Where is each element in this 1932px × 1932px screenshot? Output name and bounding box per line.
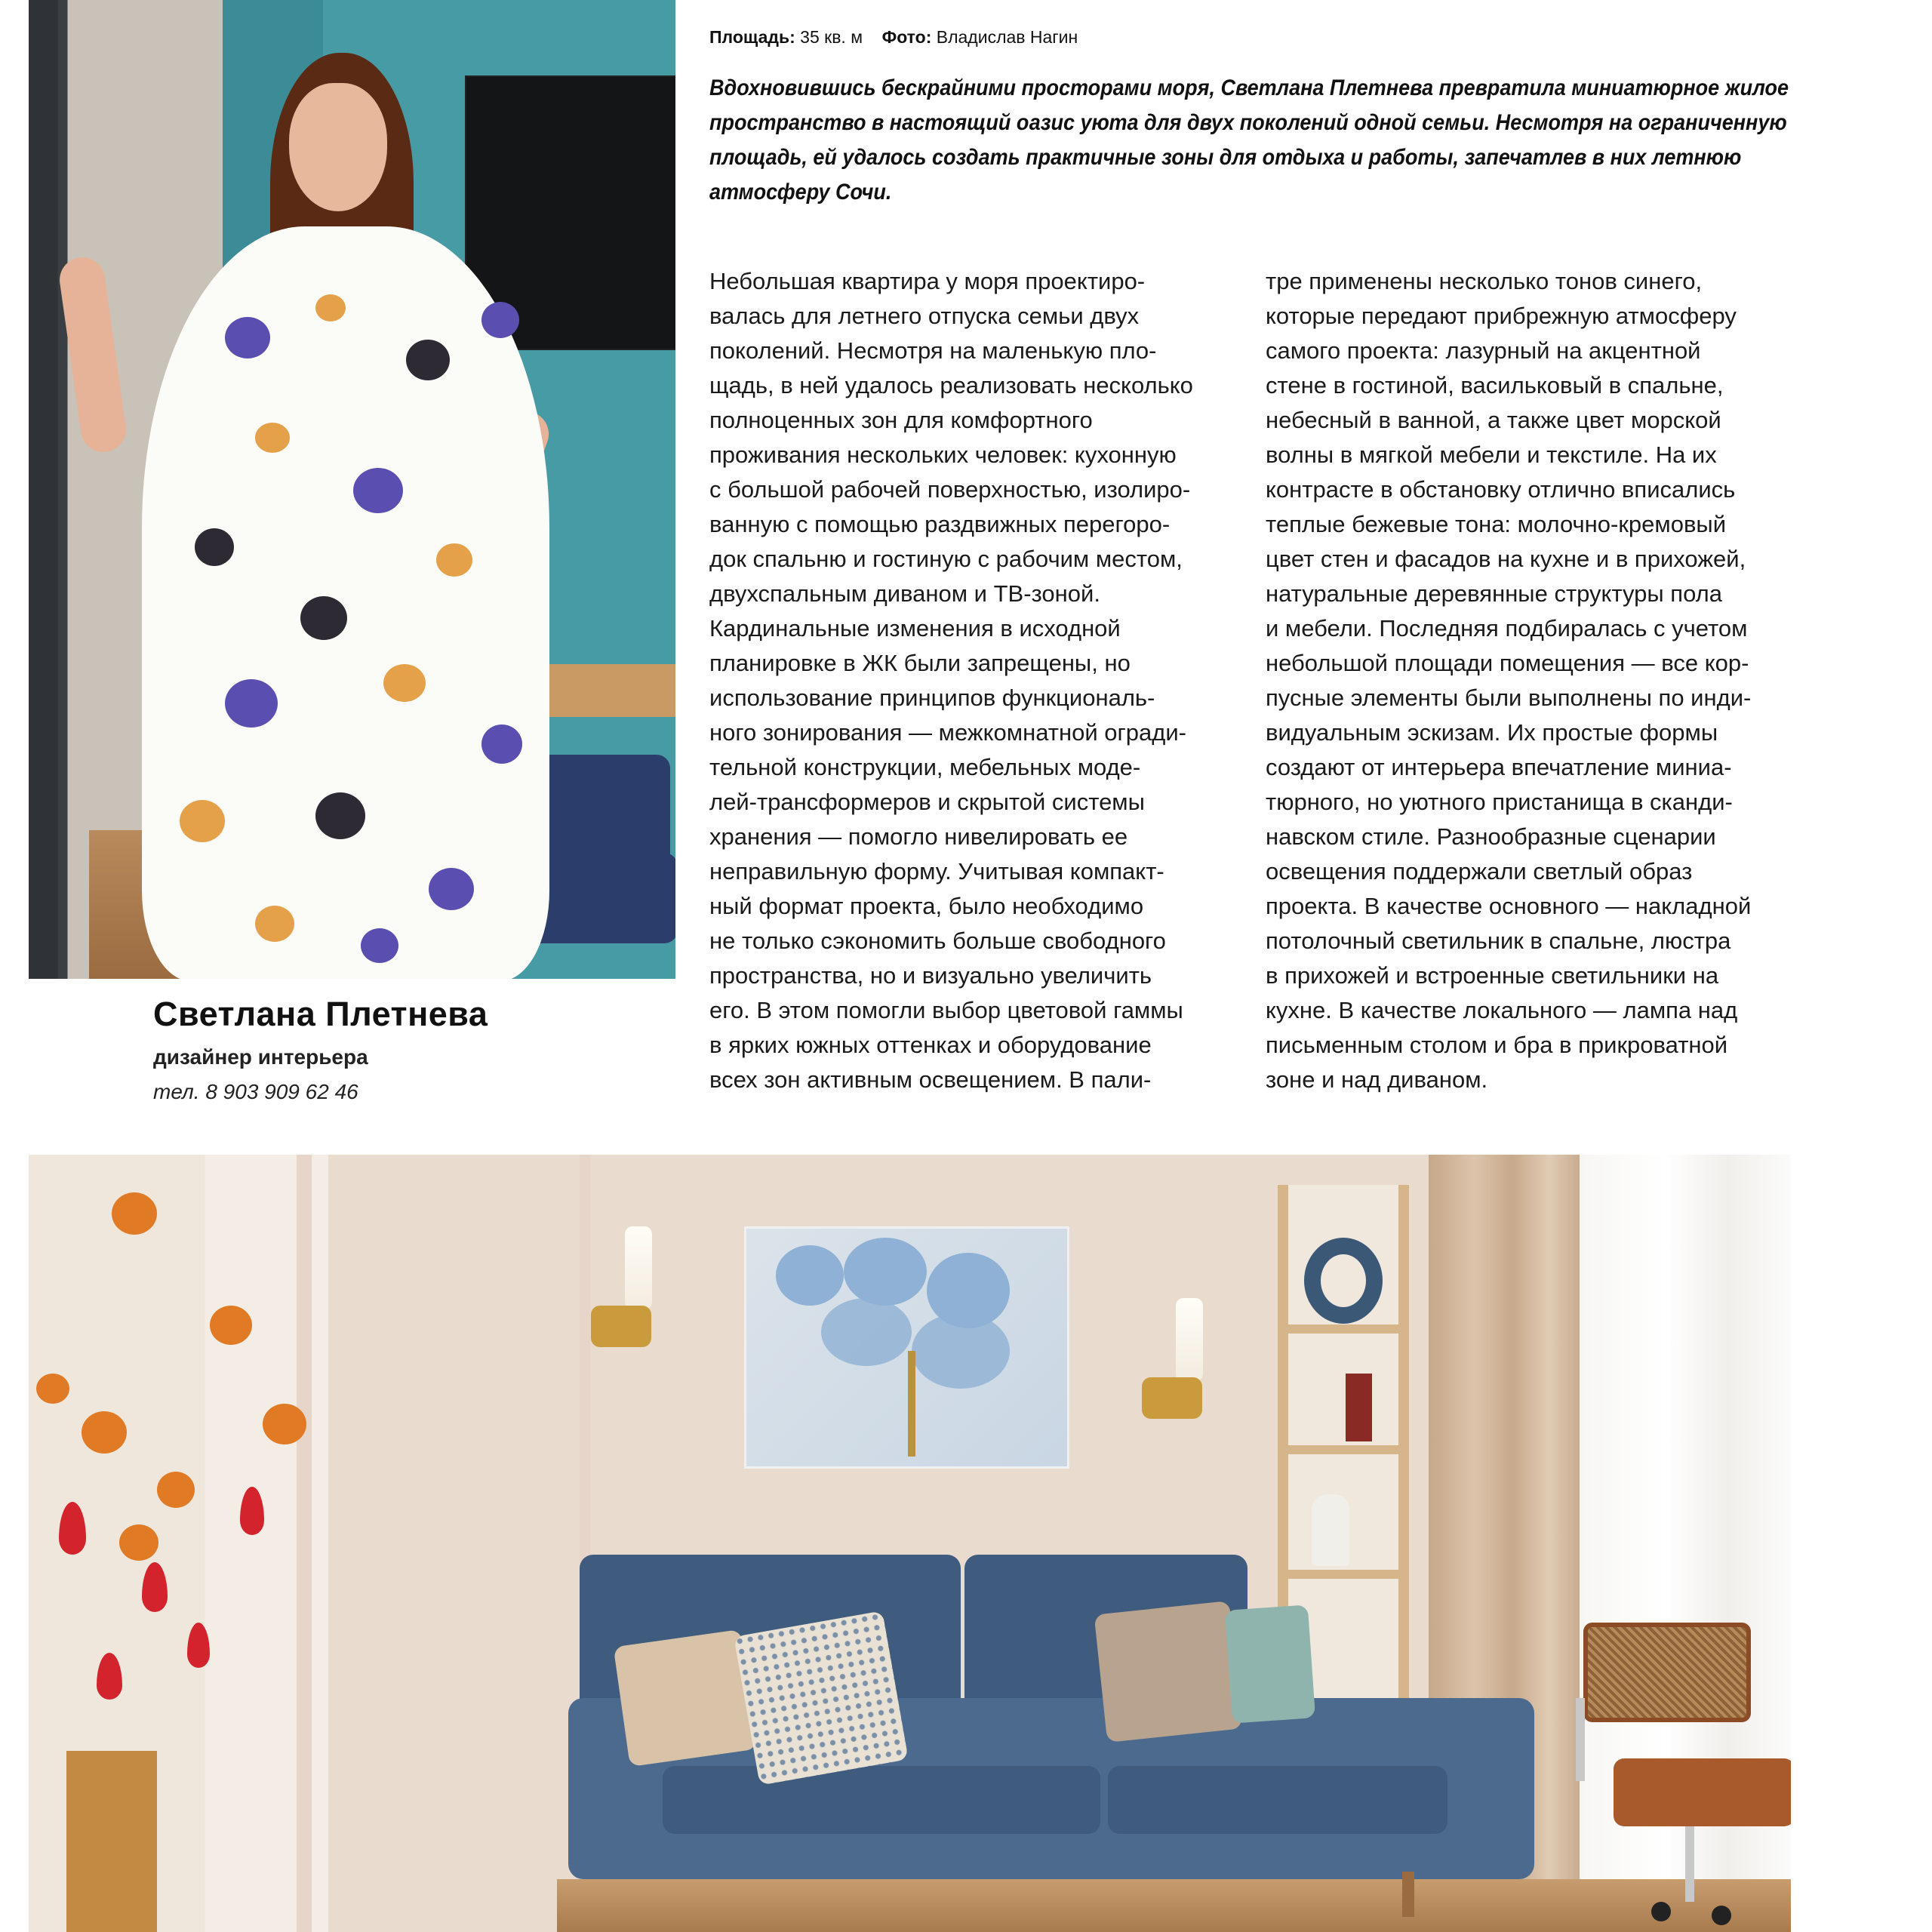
body-line: всех зон активным освещением. В пали-: [709, 1066, 1152, 1093]
body-line: кухне. В качестве локального — лампа над: [1266, 997, 1738, 1023]
body-line: двухспальным диваном и ТВ-зоной.: [709, 580, 1100, 607]
area-value: 35 кв. м: [800, 27, 863, 47]
body-line: полноценных зон для комфортного: [709, 407, 1093, 433]
area-label: Площадь:: [709, 27, 795, 47]
body-line: волны в мягкой мебели и текстиле. На их: [1266, 441, 1717, 468]
body-line: док спальню и гостиную с рабочим местом,: [709, 546, 1183, 572]
lead-line: площадь, ей удалось создать практичные зоны для отдыха и работы, запечатлев в них летнюю: [709, 145, 1742, 170]
body-line: ного зонирования — межкомнатной огради-: [709, 719, 1187, 746]
body-line: навском стиле. Разнообразные сценарии: [1266, 823, 1716, 850]
body-line: ный формат проекта, было необходимо: [709, 893, 1144, 919]
body-line: использование принципов функциональ-: [709, 685, 1155, 711]
photo-label: Фото:: [881, 27, 932, 47]
body-line: хранения — помогло нивелировать ее: [709, 823, 1128, 850]
body-line: контрасте в обстановку отлично вписались: [1266, 476, 1736, 503]
title-fragment: [1079, 0, 1336, 9]
body-line: освещения поддержали светлый образ: [1266, 858, 1693, 884]
body-line: потолочный светильник в спальне, люстра: [1266, 928, 1731, 954]
body-line: Кардинальные изменения в исходной: [709, 615, 1121, 641]
body-line: письменным столом и бра в прикроватной: [1266, 1032, 1728, 1058]
body-line: теплые бежевые тона: молочно-кремовый: [1266, 511, 1727, 537]
lead-line: Вдохновившись бескрайними просторами моря, Светлана Плетнева превратила миниатюрное жилое: [709, 75, 1789, 100]
designer-name: Светлана Плетнева: [153, 995, 488, 1033]
photo-credit: Владислав Нагин: [936, 27, 1078, 47]
body-line: видуальным эскизам. Их простые формы: [1266, 719, 1718, 746]
body-line: в ярких южных оттенках и оборудование: [709, 1032, 1152, 1058]
body-line: валась для летнего отпуска семьи двух: [709, 303, 1140, 329]
designer-role: дизайнер интерьера: [153, 1045, 368, 1069]
body-line: с большой рабочей поверхностью, изолиро-: [709, 476, 1191, 503]
body-line: в прихожей и встроенные светильники на: [1266, 962, 1719, 989]
body-line: небесный в ванной, а также цвет морской: [1266, 407, 1721, 433]
body-line: которые передают прибрежную атмосферу: [1266, 303, 1737, 329]
body-line: щадь, в ней удалось реализовать несколько: [709, 372, 1193, 398]
body-line: стене в гостиной, васильковый в спальне,: [1266, 372, 1724, 398]
lead-paragraph: [709, 71, 1796, 210]
body-line: лей-трансформеров и скрытой системы: [709, 789, 1145, 815]
body-line: неправильную форму. Учитывая компакт-: [709, 858, 1164, 884]
body-line: тюрного, но уютного пристанища в сканди-: [1266, 789, 1733, 815]
body-line: небольшой площади помещения — все кор-: [1266, 650, 1749, 676]
body-line: пространства, но и визуально увеличить: [709, 962, 1152, 989]
body-line: Небольшая квартира у моря проектиро-: [709, 268, 1146, 294]
body-line: пусные элементы были выполнены по инди-: [1266, 685, 1752, 711]
body-line: проживания нескольких человек: кухонную: [709, 441, 1177, 468]
body-line: поколений. Несмотря на маленькую пло-: [709, 337, 1157, 364]
living-room-photo: [29, 1155, 1791, 1932]
body-line: и мебели. Последняя подбиралась с учетом: [1266, 615, 1748, 641]
body-line: тельной конструкции, мебельных моде-: [709, 754, 1141, 780]
body-line: планировке в ЖК были запрещены, но: [709, 650, 1131, 676]
body-line: натуральные деревянные структуры пола: [1266, 580, 1722, 607]
designer-phone: тел. 8 903 909 62 46: [153, 1080, 358, 1103]
body-column-right: [1266, 264, 1751, 1097]
body-line: тре применены несколько тонов синего,: [1266, 268, 1703, 294]
body-line: цвет стен и фасадов на кухне и в прихожей,: [1266, 546, 1746, 572]
body-line: его. В этом помогли выбор цветовой гаммы: [709, 997, 1183, 1023]
article-meta: [709, 27, 1078, 48]
body-line: создают от интерьера впечатление миниа-: [1266, 754, 1732, 780]
body-line: ванную с помощью раздвижных перегоро-: [709, 511, 1171, 537]
lead-line: пространство в настоящий оазис уюта для двух поколений одной семьи. Несмотря на ограниченную: [709, 110, 1787, 135]
body-line: самого проекта: лазурный на акцентной: [1266, 337, 1701, 364]
lead-line: атмосферу Сочи.: [709, 180, 892, 205]
body-line: не только сэкономить больше свободного: [709, 928, 1166, 954]
body-line: зоне и над диваном.: [1266, 1066, 1488, 1093]
body-column-left: [709, 264, 1193, 1097]
designer-portrait-photo: [29, 0, 675, 979]
body-line: проекта. В качестве основного — накладной: [1266, 893, 1752, 919]
